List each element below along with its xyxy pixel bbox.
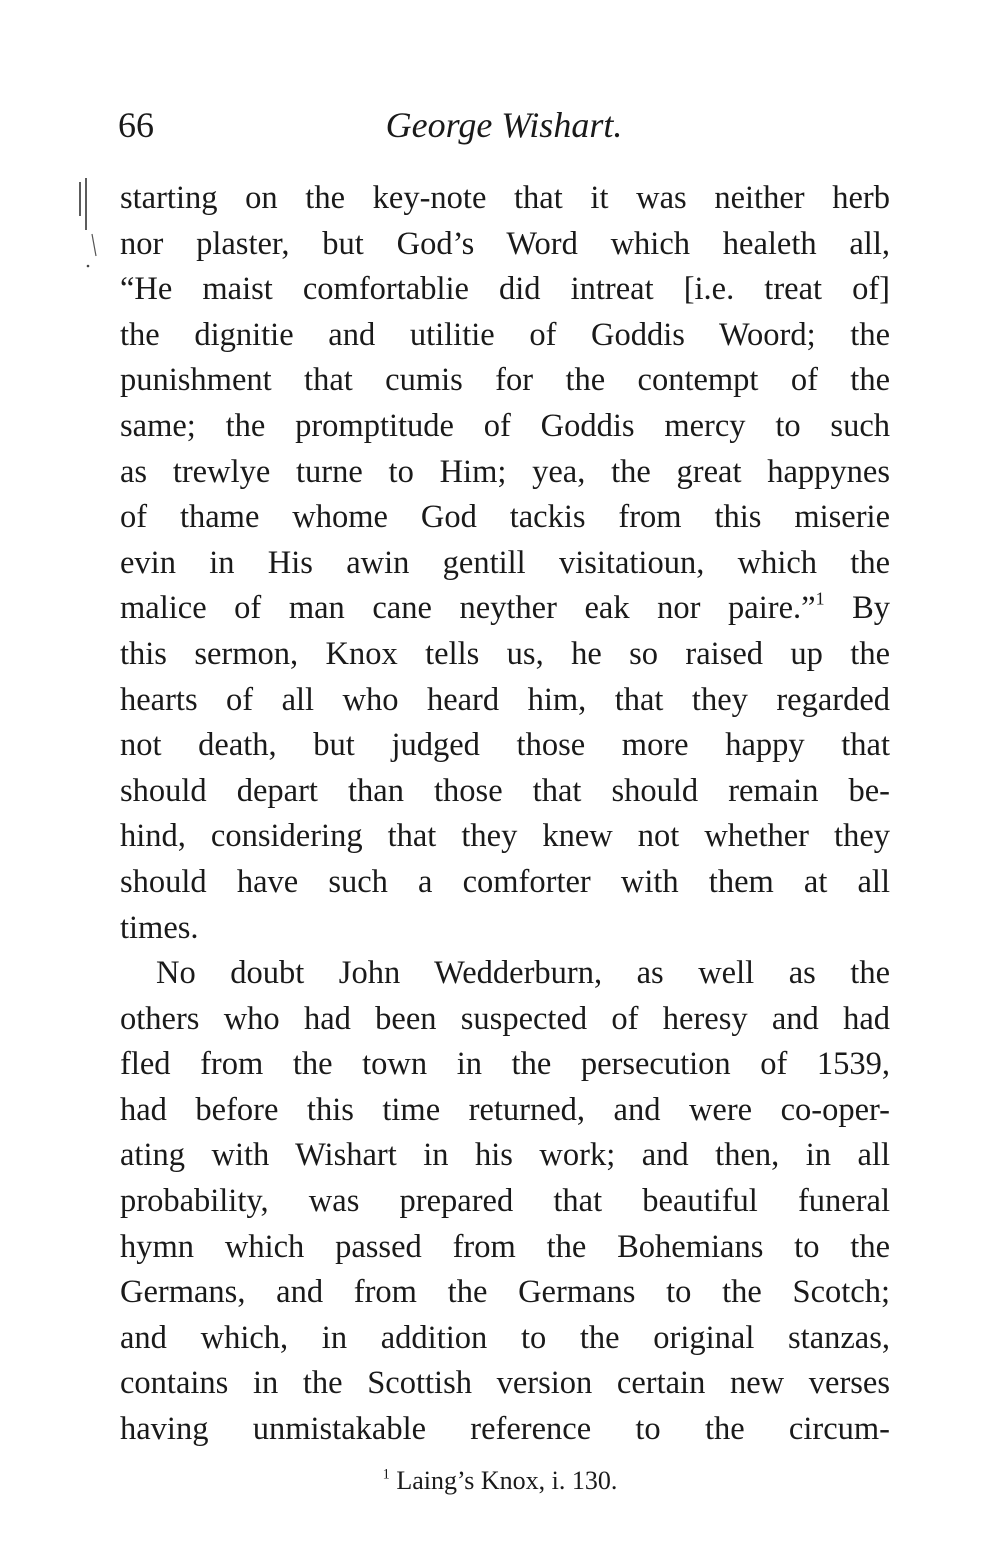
text-line: evin in His awin gentill visitatioun, which the (120, 544, 890, 581)
text-line: as trewlye turne to Him; yea, the great happynes (120, 453, 890, 490)
text-line: hymn which passed from the Bohemians to the (120, 1228, 890, 1265)
text-line: same; the promptitude of Goddis mercy to such (120, 407, 890, 444)
margin-mark-icon (74, 176, 104, 276)
text-line: had before this time returned, and were co-oper- (120, 1091, 890, 1128)
text-line: should depart than those that should remain be- (120, 772, 890, 809)
text-line-with-note (120, 586, 890, 632)
running-title: George Wishart. (385, 105, 623, 145)
text-line: and which, in addition to the original stanzas, (120, 1319, 890, 1356)
text-line: hearts of all who heard him, that they regarded (120, 681, 890, 718)
text-line: others who had been suspected of heresy and had (120, 1000, 890, 1037)
footnote-reference: 1 (815, 588, 825, 609)
paragraph-start-line: No doubt John Wedderburn, as well as the (156, 955, 890, 992)
footnote-marker: 1 (382, 1466, 390, 1483)
text-line: this sermon, Knox tells us, he so raised up the (120, 635, 890, 672)
text-line: punishment that cumis for the contempt of the (120, 362, 890, 399)
text-line: fled from the town in the persecution of 1539, (120, 1046, 890, 1083)
page-header (118, 104, 890, 154)
text-line: should have such a comforter with them at all (120, 863, 890, 900)
text-line: “He maist comfortablie did intreat [i.e. treat of] (120, 271, 890, 308)
text-line: Germans, and from the Germans to the Scotch; (120, 1274, 890, 1311)
text-line: times. (120, 909, 199, 946)
footnote (0, 1466, 1000, 1496)
text-line: hind, considering that they knew not whether they (120, 818, 890, 855)
text-line: contains in the Scottish version certain new verses (120, 1365, 890, 1402)
text-line-tail: By (852, 590, 891, 627)
text-line: starting on the key-note that it was neither herb (120, 180, 890, 216)
body-text (120, 176, 890, 1453)
text-line: of thame whome God tackis from this miserie (120, 499, 890, 536)
text-line: nor plaster, but God’s Word which healeth all, (120, 225, 890, 262)
page-number: 66 (118, 105, 154, 145)
text-line: probability, was prepared that beautiful funeral (120, 1183, 890, 1220)
text-line-quote-end: malice of man cane neyther eak nor paire.” (120, 590, 816, 627)
text-line: ating with Wishart in his work; and then, in all (120, 1137, 890, 1174)
footnote-text: Laing’s Knox, i. 130. (396, 1466, 618, 1495)
text-line: not death, but judged those more happy that (120, 727, 890, 764)
text-line: the dignitie and utilitie of Goddis Woord; the (120, 316, 890, 353)
text-line: having unmistakable reference to the circum- (120, 1411, 890, 1448)
